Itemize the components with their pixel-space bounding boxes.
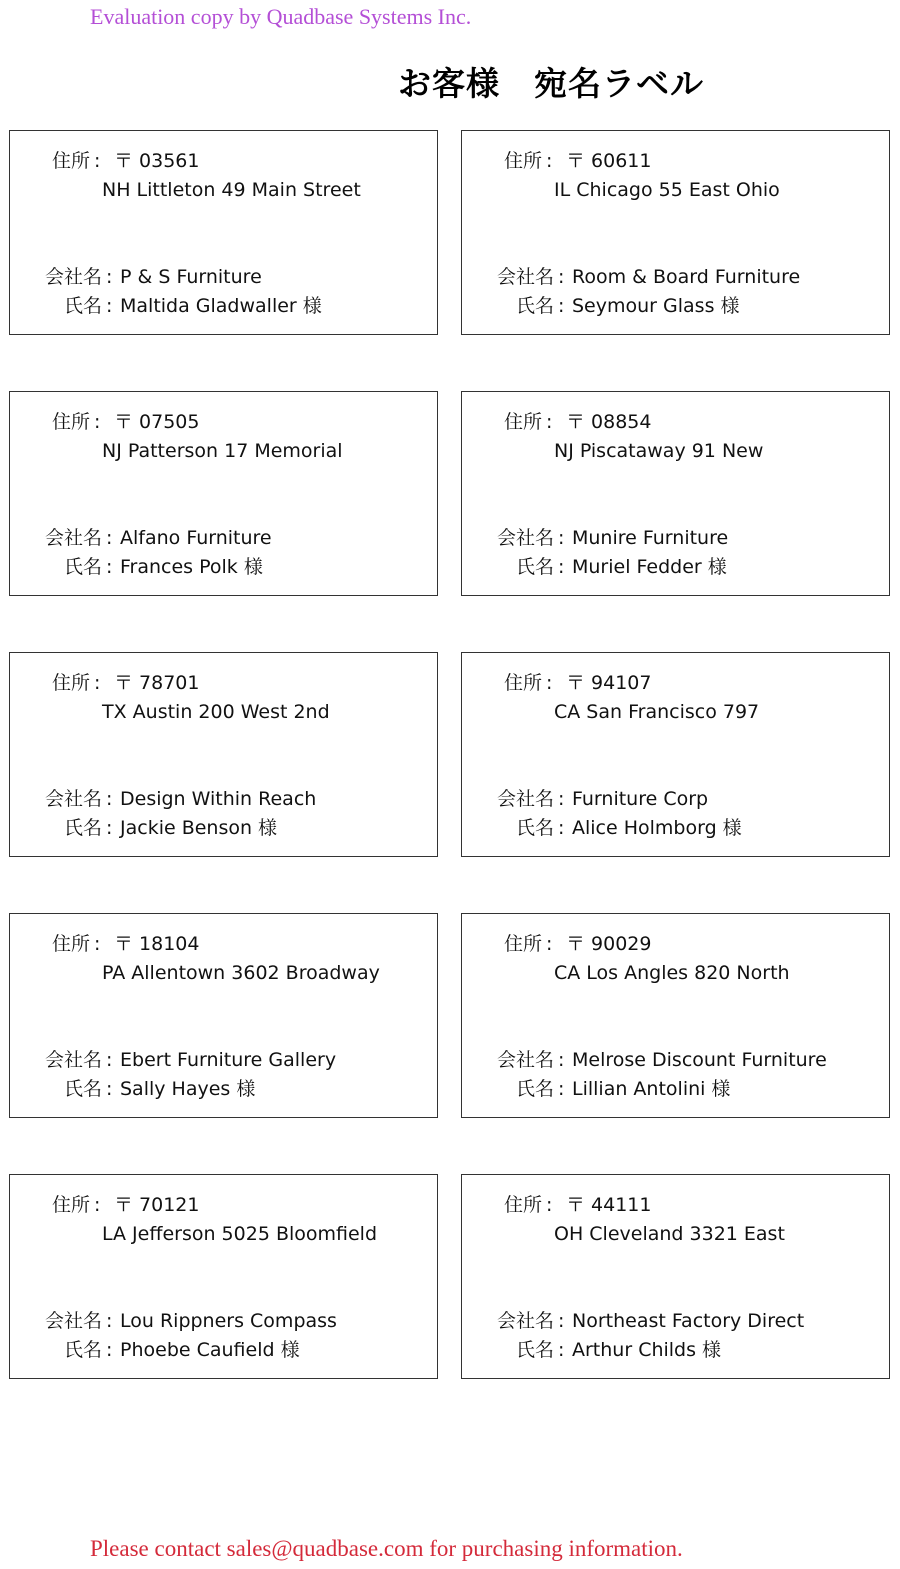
company-name: Ebert Furniture Gallery [120, 1049, 337, 1071]
company-field-label: 会社名 [44, 527, 102, 549]
field-colon: : [94, 411, 101, 433]
company-row [482, 265, 800, 289]
name-field-label: 氏名 [63, 1078, 102, 1100]
field-colon: : [94, 1194, 101, 1216]
address-field-label: 住所 [503, 1194, 542, 1216]
company-row [30, 787, 316, 811]
field-colon: : [106, 1049, 113, 1071]
honorific-suffix: 様 [707, 556, 727, 578]
postal-code: 18104 [139, 933, 200, 955]
company-row [30, 526, 272, 550]
address-label [461, 391, 890, 596]
postal-mark-icon: 〒 [566, 933, 586, 955]
street-row [102, 439, 343, 463]
address-row [36, 932, 199, 956]
field-colon: : [106, 1078, 113, 1100]
company-name: Design Within Reach [120, 788, 317, 810]
postal-code: 44111 [591, 1194, 652, 1216]
address-row [36, 149, 199, 173]
address-row [488, 410, 651, 434]
person-name: Lillian Antolini [572, 1078, 706, 1100]
field-colon: : [546, 672, 553, 694]
address-label [9, 913, 438, 1118]
street-address: PA Allentown 3602 Broadway [102, 962, 380, 984]
purchase-contact-footer: Please contact sales@quadbase.com for purchasing information. [90, 1536, 683, 1561]
address-label [461, 652, 890, 857]
honorific-suffix: 様 [302, 295, 322, 317]
address-label [9, 130, 438, 335]
person-row [482, 555, 727, 579]
address-row [488, 932, 651, 956]
field-colon: : [558, 556, 565, 578]
street-row [102, 700, 330, 724]
street-address: NH Littleton 49 Main Street [102, 179, 361, 201]
postal-code: 60611 [591, 150, 652, 172]
honorific-suffix: 様 [720, 295, 740, 317]
street-address: NJ Piscataway 91 New [554, 440, 764, 462]
street-row [102, 1222, 377, 1246]
person-row [30, 816, 277, 840]
postal-mark-icon: 〒 [566, 411, 586, 433]
postal-mark-icon: 〒 [566, 672, 586, 694]
field-colon: : [546, 933, 553, 955]
postal-code: 07505 [139, 411, 200, 433]
person-name: Alice Holmborg [572, 817, 717, 839]
street-address: CA San Francisco 797 [554, 701, 760, 723]
person-name: Maltida Gladwaller [120, 295, 297, 317]
company-row [30, 1048, 336, 1072]
address-row [36, 410, 199, 434]
address-labels-grid [9, 130, 891, 1379]
name-field-label: 氏名 [515, 817, 554, 839]
company-row [30, 1309, 337, 1333]
person-row [30, 1338, 300, 1362]
person-name: Phoebe Caufield [120, 1339, 275, 1361]
company-name: Melrose Discount Furniture [572, 1049, 827, 1071]
company-name: P & S Furniture [120, 266, 262, 288]
field-colon: : [558, 1049, 565, 1071]
field-colon: : [546, 150, 553, 172]
person-row [30, 555, 263, 579]
company-field-label: 会社名 [44, 1310, 102, 1332]
address-field-label: 住所 [503, 672, 542, 694]
postal-code: 78701 [139, 672, 200, 694]
company-name: Munire Furniture [572, 527, 729, 549]
field-colon: : [546, 1194, 553, 1216]
name-field-label: 氏名 [63, 1339, 102, 1361]
name-field-label: 氏名 [515, 1339, 554, 1361]
postal-code: 08854 [591, 411, 652, 433]
person-name: Seymour Glass [572, 295, 715, 317]
field-colon: : [558, 788, 565, 810]
field-colon: : [558, 817, 565, 839]
postal-code: 70121 [139, 1194, 200, 1216]
street-row [554, 961, 790, 985]
field-colon: : [558, 266, 565, 288]
address-field-label: 住所 [503, 411, 542, 433]
field-colon: : [558, 527, 565, 549]
address-field-label: 住所 [503, 933, 542, 955]
person-row [482, 294, 739, 318]
field-colon: : [106, 266, 113, 288]
postal-mark-icon: 〒 [566, 150, 586, 172]
company-field-label: 会社名 [496, 1049, 554, 1071]
honorific-suffix: 様 [702, 1339, 722, 1361]
company-name: Furniture Corp [572, 788, 709, 810]
person-row [482, 1077, 730, 1101]
company-field-label: 会社名 [496, 527, 554, 549]
company-row [482, 1048, 827, 1072]
street-address: NJ Patterson 17 Memorial [102, 440, 343, 462]
street-row [554, 1222, 785, 1246]
address-label [9, 391, 438, 596]
field-colon: : [106, 295, 113, 317]
address-label [461, 913, 890, 1118]
name-field-label: 氏名 [515, 295, 554, 317]
street-row [102, 178, 361, 202]
company-row [482, 1309, 804, 1333]
address-field-label: 住所 [51, 672, 90, 694]
company-field-label: 会社名 [44, 788, 102, 810]
honorific-suffix: 様 [711, 1078, 731, 1100]
field-colon: : [106, 788, 113, 810]
address-label [461, 130, 890, 335]
company-field-label: 会社名 [44, 266, 102, 288]
company-row [30, 265, 262, 289]
address-label [9, 1174, 438, 1379]
street-row [102, 961, 380, 985]
postal-code: 03561 [139, 150, 200, 172]
address-field-label: 住所 [51, 933, 90, 955]
street-row [554, 178, 780, 202]
field-colon: : [106, 527, 113, 549]
address-row [488, 1193, 651, 1217]
postal-mark-icon: 〒 [114, 933, 134, 955]
honorific-suffix: 様 [722, 817, 742, 839]
street-address: CA Los Angles 820 North [554, 962, 790, 984]
person-name: Muriel Fedder [572, 556, 702, 578]
postal-code: 94107 [591, 672, 652, 694]
street-row [554, 700, 759, 724]
company-name: Alfano Furniture [120, 527, 272, 549]
honorific-suffix: 様 [258, 817, 278, 839]
company-name: Northeast Factory Direct [572, 1310, 805, 1332]
address-field-label: 住所 [51, 150, 90, 172]
address-field-label: 住所 [51, 1194, 90, 1216]
field-colon: : [106, 1310, 113, 1332]
person-name: Jackie Benson [120, 817, 253, 839]
company-row [482, 526, 728, 550]
name-field-label: 氏名 [515, 1078, 554, 1100]
field-colon: : [94, 933, 101, 955]
name-field-label: 氏名 [63, 295, 102, 317]
postal-mark-icon: 〒 [114, 150, 134, 172]
name-field-label: 氏名 [63, 556, 102, 578]
name-field-label: 氏名 [515, 556, 554, 578]
address-field-label: 住所 [51, 411, 90, 433]
postal-mark-icon: 〒 [566, 1194, 586, 1216]
field-colon: : [94, 672, 101, 694]
person-row [30, 1077, 255, 1101]
company-name: Lou Rippners Compass [120, 1310, 337, 1332]
address-label [9, 652, 438, 857]
street-address: IL Chicago 55 East Ohio [554, 179, 780, 201]
company-field-label: 会社名 [496, 1310, 554, 1332]
street-address: TX Austin 200 West 2nd [102, 701, 330, 723]
company-field-label: 会社名 [496, 266, 554, 288]
address-row [488, 671, 651, 695]
address-field-label: 住所 [503, 150, 542, 172]
person-row [30, 294, 322, 318]
field-colon: : [94, 150, 101, 172]
field-colon: : [558, 1078, 565, 1100]
company-field-label: 会社名 [44, 1049, 102, 1071]
honorific-suffix: 様 [236, 1078, 256, 1100]
street-address: LA Jefferson 5025 Bloomfield [102, 1223, 378, 1245]
address-row [36, 1193, 199, 1217]
person-name: Frances Polk [120, 556, 238, 578]
person-name: Arthur Childs [572, 1339, 697, 1361]
honorific-suffix: 様 [280, 1339, 300, 1361]
company-field-label: 会社名 [496, 788, 554, 810]
address-row [488, 149, 651, 173]
field-colon: : [106, 556, 113, 578]
address-label [461, 1174, 890, 1379]
street-row [554, 439, 763, 463]
evaluation-watermark: Evaluation copy by Quadbase Systems Inc. [90, 4, 472, 29]
field-colon: : [106, 1339, 113, 1361]
postal-mark-icon: 〒 [114, 1194, 134, 1216]
person-name: Sally Hayes [120, 1078, 231, 1100]
postal-mark-icon: 〒 [114, 672, 134, 694]
field-colon: : [558, 295, 565, 317]
postal-code: 90029 [591, 933, 652, 955]
person-row [482, 816, 742, 840]
page-title: お客様 宛名ラベル [398, 64, 704, 103]
name-field-label: 氏名 [63, 817, 102, 839]
honorific-suffix: 様 [243, 556, 263, 578]
address-row [36, 671, 199, 695]
field-colon: : [106, 817, 113, 839]
field-colon: : [558, 1310, 565, 1332]
company-row [482, 787, 708, 811]
street-address: OH Cleveland 3321 East [554, 1223, 785, 1245]
field-colon: : [546, 411, 553, 433]
postal-mark-icon: 〒 [114, 411, 134, 433]
field-colon: : [558, 1339, 565, 1361]
person-row [482, 1338, 721, 1362]
company-name: Room & Board Furniture [572, 266, 801, 288]
